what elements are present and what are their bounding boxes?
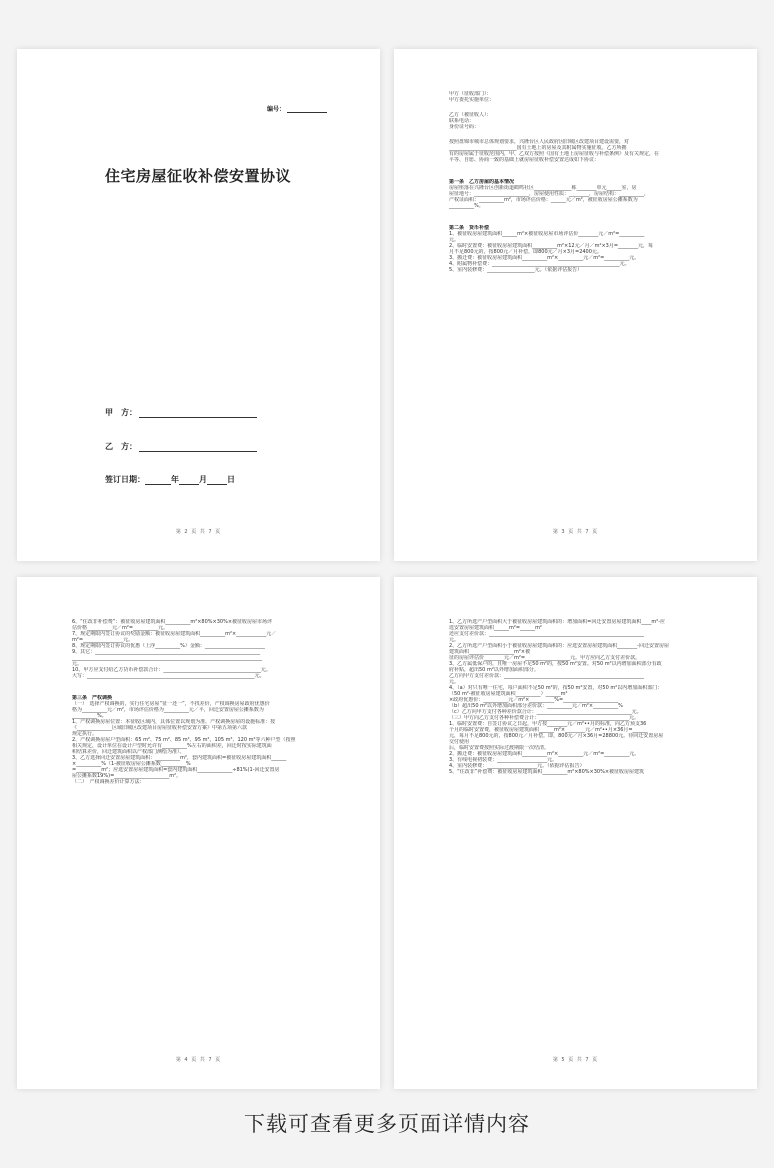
page-footer: 第 5 页 共 7 页 <box>552 1057 599 1063</box>
month-label: 月 <box>199 475 207 484</box>
text-line: 屋征地号：______________________，房屋使用性质：________，房屋结构：__________， <box>449 191 650 197</box>
document-page-3 <box>394 49 757 561</box>
text-line: 积结算差价，回迁建筑面积以产权部门测绘为准）。 <box>72 749 185 755</box>
page-3-content <box>449 91 704 273</box>
text-line: ×__________%（1-被征收房屋公摊系数__________% <box>72 761 191 767</box>
line-gap <box>449 163 704 179</box>
text-line: 1、产权调换房屋位置：本征收区域内，具体位置以规划为准，产权调换房屋的设施标准：按 <box>72 719 276 725</box>
party-a-label: 甲 方： <box>105 408 137 417</box>
text-line: 规定执行。 <box>72 731 98 737</box>
text-line: 10、甲方应支付给乙方货币补偿款合计：_______________________________________元。 <box>72 667 271 673</box>
section-heading: 第二条 货币补偿 <box>449 225 490 231</box>
day-blank <box>207 484 227 485</box>
text-line: 月不足800元的，按800元／月补偿，即800元／月×3月=2400元。 <box>449 249 602 255</box>
party-b-blank <box>139 451 257 452</box>
text-line: 5、“住改非”补偿费：被征收房屋建筑面积__________m²×80%×30%×被征收房屋建筑 <box>449 769 645 775</box>
text-line: 5、室内装修费：___________________元。（依据评估报告） <box>449 267 583 273</box>
text-line: 《______________区域旧城区改建项目房屋征收补偿安置方案》中第五项第六款 <box>72 725 248 731</box>
text-line: 府补贴，超出50 m²以外增加面积部分。 <box>449 667 539 673</box>
text-line: 个月的临时安置费，被征收房屋建筑面积______m²×________元／m²••月×36月=______ <box>449 727 648 733</box>
section-heading: 第一条 乙方房屋的基本情况 <box>449 179 515 185</box>
text-line: 平等、自愿、协商一致的基础上就房屋征收补偿安置达成如下协议： <box>449 157 600 163</box>
text-line: 产权证面积：__________m²，市场评估价格：______元／m²，被征收房屋公摊系数为 <box>449 197 638 203</box>
text-line: 3、乙方属低保户的，且唯一房屋不足50 m²的，按50 m²安置。对50 m²以内增加面积部分有政 <box>449 661 662 667</box>
text-line: 乙方向甲方支付差价款：________________________________________________________ <box>449 673 645 679</box>
party-b-field <box>105 441 257 452</box>
text-line: 相关规定，设计单位在设计户型时允许有__________%左右的面积差，回迁时按实际建筑面 <box>72 743 272 749</box>
text-line: 7、规定期限内签订协议的奖励金额：被征收房屋建筑面积__________m²×____________元／ <box>72 631 277 637</box>
text-line: 按照盘锦市城市总体规划要求，兴隆台区人民政府因旧城区改建项目建设需要，对 <box>449 139 630 145</box>
text-line: ____________________________________________________________________________ <box>72 655 262 661</box>
text-line: ___________________________国有土地上的房屋及其附属物实施征收。乙方所拥 <box>449 145 627 151</box>
year-label: 年 <box>171 475 179 484</box>
page-footer: 第 3 页 共 7 页 <box>552 529 599 535</box>
document-page-5 <box>394 577 757 1089</box>
download-caption: 下载可查看更多页面详情内容 <box>244 1112 530 1136</box>
text-line: 有的房屋属于征收范围内，甲、乙双方按照《国有土地上房屋征收与补偿条例》及有关规定，在 <box>449 151 660 157</box>
line-gap <box>449 103 704 112</box>
text-line: 乙方（被征收人）： <box>449 112 492 118</box>
text-line: （c）乙方向甲方支付各种差价款合计：______________________________________元。 <box>449 709 642 715</box>
text-line: （三）甲方向乙方支付各种补偿费合计：____________________________________元。 <box>449 715 640 721</box>
line-gap <box>72 679 327 695</box>
text-line: 还应支付差价款：______________________________________________________________ <box>449 631 645 637</box>
party-a-blank <box>139 417 257 418</box>
text-line: __________%。 <box>72 713 107 719</box>
cover-page <box>17 49 380 561</box>
text-line: 2、乙方所选产户型面积小于被征收房屋建筑面积的：应选安置房屋建筑面积________-回迁安置房屋 <box>449 643 669 649</box>
text-line: 联系电话： <box>449 118 475 124</box>
party-b-label: 乙 方： <box>105 442 137 451</box>
page-4-content <box>72 619 327 785</box>
document-page-4 <box>17 577 380 1089</box>
text-line: 4、附属物补偿费：___________________________________________________元。 <box>449 261 630 267</box>
text-line: 2、产权调换房屋户型面积：65 m²、75 m²、85 m²、95 m²、105 m²、120 m²等六种户型（按照 <box>72 737 296 743</box>
text-line: 元，每月不足800元的，按800元／月补偿，即，800元／月×36月=28800元。待回迁安置房屋 <box>449 733 664 739</box>
text-line: 8、规定期限内签订协议的优惠（上浮__________%）金额：________________________ <box>72 643 265 649</box>
text-line: （一） 选择产权调换的，实行住宅房屋“征一还一”，不找差价，产权调换房屋政府优惠价 <box>72 701 270 707</box>
page-footer: 第 2 页 共 7 页 <box>175 529 222 535</box>
text-line: 征的房屋评估价________元／m²=__________________元。甲方应向乙方支付差价款。 <box>449 655 641 661</box>
text-line: 元。 <box>449 679 460 685</box>
month-blank <box>179 484 199 485</box>
text-line: 元。 <box>72 661 83 667</box>
signing-date-label: 签订日期： <box>105 475 145 484</box>
page-5-content <box>449 619 704 775</box>
contract-number-label: 编号： <box>267 106 286 113</box>
text-line: 建筑面积__________________m²×被 <box>449 649 531 655</box>
text-line: 屋公摊系数19%)=______________________m²。 <box>72 773 182 779</box>
text-line: 选安置房屋建筑面积______m²=______m² <box>449 625 542 631</box>
party-a-field <box>105 407 257 418</box>
text-line: 2、搬迁费：被征收房屋建筑面积__________m²×__________元／m²=__________元。 <box>449 751 640 757</box>
text-line: （二） 产权调换差价计算方法： <box>72 779 145 785</box>
text-line: 1、临时安置费：自签订协议之日起，甲方按________元／m²••月的标准，向乙方预支36 <box>449 721 647 727</box>
text-line: 大写：___________________________________________________________________元。 <box>72 673 265 679</box>
text-line: 1、被征收房屋建筑面积______m²×被征收房屋市场评估价________元／m²=__________ <box>449 231 645 237</box>
text-line: 3、搬迁费：被征收房屋建筑面积__________m²×__________元／m²=__________元。 <box>449 255 640 261</box>
signing-date-field <box>105 474 235 485</box>
contract-number-field <box>267 104 327 113</box>
text-line: 身份证号码： <box>449 124 480 130</box>
document-title: 住宅房屋征收补偿安置协议 <box>105 167 292 185</box>
text-line: 4、室内装修费：____________________元。（依据评估报告） <box>449 763 585 769</box>
text-line: 1、乙方所选产户型面积大于被征收房屋建筑面积的：增加面积=回迁安置房屋建筑面积____m²-应 <box>449 619 666 625</box>
line-gap <box>449 130 704 139</box>
text-line: 甲方（征收部门）： <box>449 91 492 97</box>
section-heading: 第三条 产权调换 <box>72 695 113 701</box>
day-label: 日 <box>227 475 235 484</box>
line-gap <box>449 209 704 225</box>
text-line: ×政府优惠价：__________元／m²×__________%=______________________ <box>449 697 619 703</box>
text-line: 9、其它：__________________________________________________________________ <box>72 649 261 655</box>
text-line: 3、乙方选择回迁安置房屋建筑面积：__________m²，套内建筑面积=被征收房屋建筑面积______ <box>72 755 287 761</box>
text-line: 估价格__________元／m²=__________元。 <box>72 625 169 631</box>
text-line: 3、有线电视初装费：____________________元。 <box>449 757 558 763</box>
text-line: 后，临时安置费按照实际过渡期限一次结清。 <box>449 745 550 751</box>
text-line: 元。 <box>449 637 460 643</box>
text-line: 元。 <box>449 237 460 243</box>
year-blank <box>145 484 171 485</box>
text-line: 房屋座落在兴隆台区创新街道鹤鸣社区_______________栋________单元______室，房 <box>449 185 637 191</box>
text-line: （50 m²-被征收房屋建筑面积__________）______m² <box>449 691 568 697</box>
text-line: =__________m²；应选安置房屋建筑面积=套内建筑面积______________÷81%(1-回迁安置房 <box>72 767 280 773</box>
text-line: 甲方委托实施单位： <box>449 97 495 103</box>
text-line: 格为__________元／m²，市场评估价格为__________元／平，回迁安置房屋公摊系数为 <box>72 707 264 713</box>
text-line: 交付使用 <box>449 739 470 745</box>
text-line: 4、（a）对只有唯一住宅，每户面积不足50 m²的，按50 m²安置，对50 m²以内增加面积部门： <box>449 685 663 691</box>
text-line: m²=________________元。 <box>72 637 134 643</box>
contract-number-blank <box>287 112 327 113</box>
text-line: 6、“住改非补偿费”：被征收房屋建筑面积__________m²×80%×30%×被征收房屋市场评 <box>72 619 273 625</box>
text-line: __________%。 <box>449 203 484 209</box>
page-footer: 第 4 页 共 7 页 <box>175 1057 222 1063</box>
text-line: （b）超出50 m²以外增加面积部分差价款：__________元／m²×__________% <box>449 703 623 709</box>
text-line: 2、临时安置费：被征收房屋建筑面积__________m²×12元／月／m²×3月=________元，每 <box>449 243 654 249</box>
